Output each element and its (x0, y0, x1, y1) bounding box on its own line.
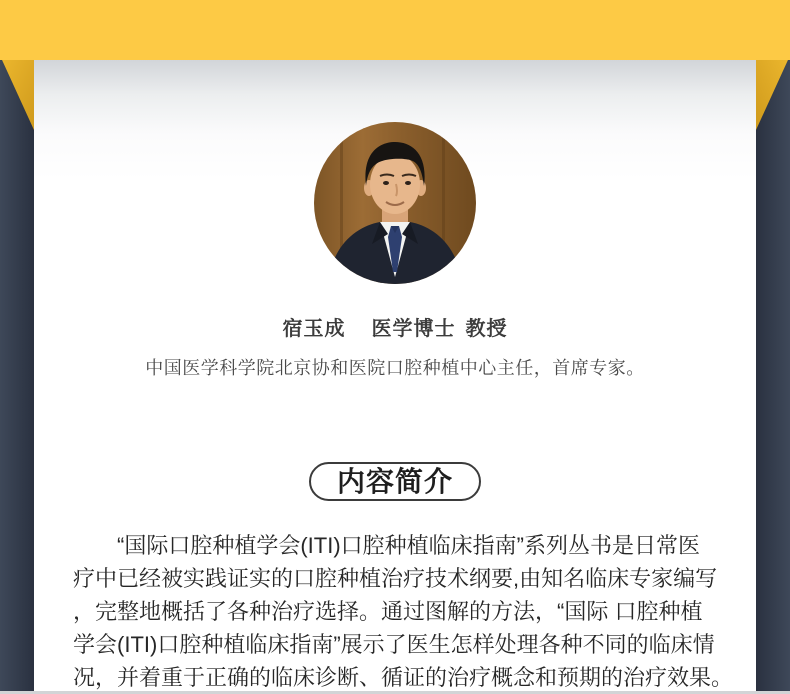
summary-line-1: “国际口腔种植学会(ITI)口腔种植临床指南”系列丛书是日常医 (117, 533, 700, 558)
author-title: 教授 (465, 318, 508, 340)
summary-paragraph (73, 529, 734, 694)
summary-line-3: ，完整地概括了各种治疗选择。通过图解的方法，“国际 口腔种植 (73, 599, 703, 624)
section-title-badge (309, 462, 481, 501)
content-panel (34, 60, 756, 694)
top-ribbon (0, 0, 790, 60)
author-degree: 医学博士 (371, 318, 456, 340)
author-description: 中国医学科学院北京协和医院口腔种植中心主任，首席专家。 (145, 358, 645, 378)
summary-line-4: 学会(ITI)口腔种植临床指南”展示了医生怎样处理各种不同的临床情 (73, 632, 715, 657)
author-name: 宿玉成 (282, 318, 346, 340)
left-edge-background (0, 60, 34, 694)
summary-line-5: 况，并着重于正确的临床诊断、循证的治疗概念和预期的治疗效果。 (73, 665, 734, 690)
summary-line-2: 疗中已经被实践证实的口腔种植治疗技术纲要,由知名临床专家编写 (73, 566, 718, 591)
author-name-line (283, 312, 508, 341)
section-title: 内容简介 (336, 465, 453, 497)
portrait-photo-icon (314, 122, 476, 284)
right-edge-background (756, 60, 790, 694)
avatar (314, 122, 476, 284)
